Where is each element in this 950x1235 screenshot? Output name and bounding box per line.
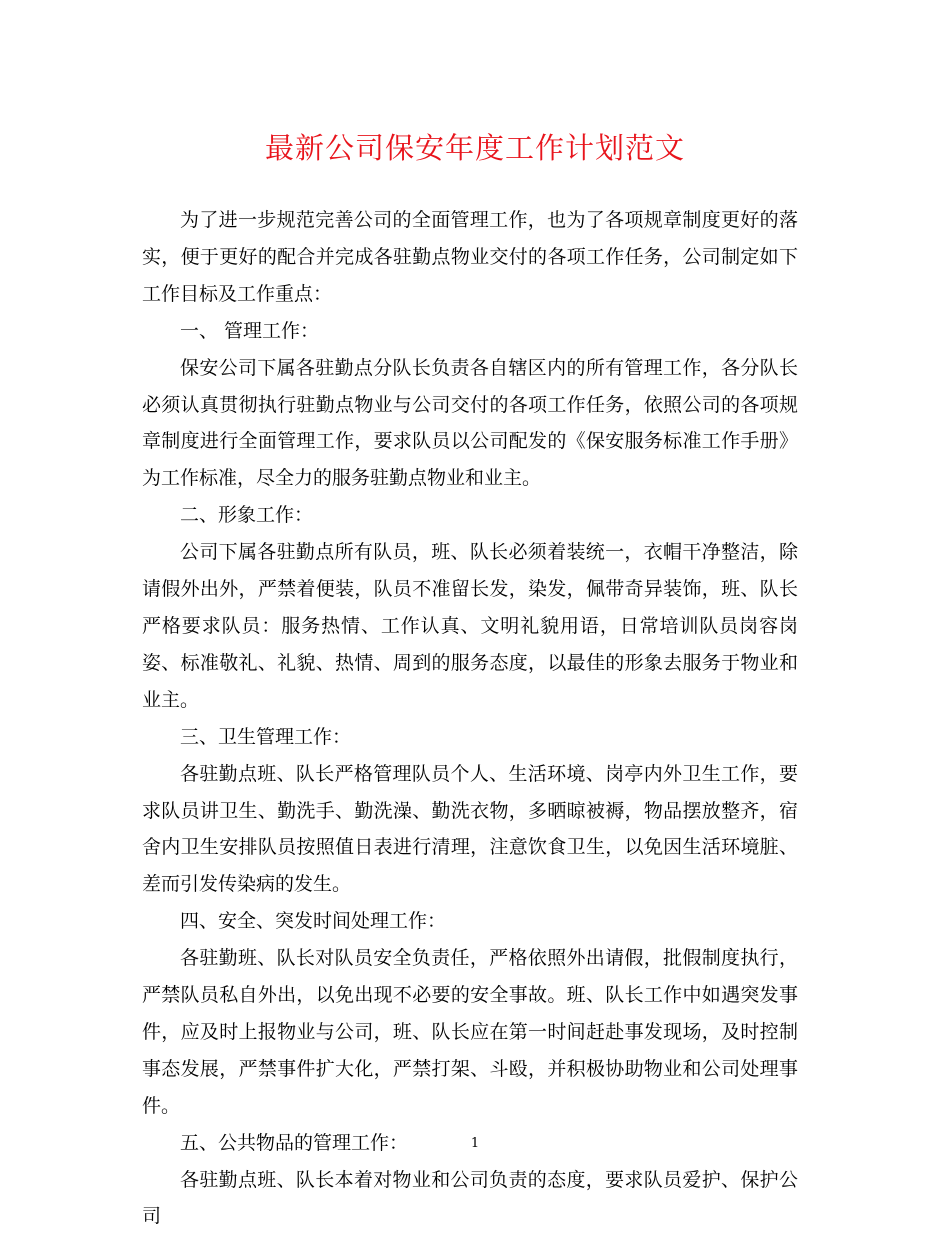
- page-number: 1: [470, 1136, 480, 1151]
- hygiene-paragraph: 各驻勤点班、队长严格管理队员个人、生活环境、岗亭内外卫生工作，要求队员讲卫生、勤洗手、勤洗澡、勤洗衣物，多晒晾被褥，物品摆放整齐，宿舍内卫生安排队员按照值日表进行清理，注意饮食卫生，以免因生活环境脏、差而引发传染病的发生。: [142, 762, 798, 896]
- safety-paragraph: 各驻勤班、队长对队员安全负责任，严格依照外出请假，批假制度执行，严禁队员私自外出，以免出现不必要的安全事故。班、队长工作中如遇突发事件，应及时上报物业与公司，班、队长应在第一时间赶赴事发现场，及时控制事态发展，严禁事件扩大化，严禁打架、斗殴，并积极协助物业和公司处理事件。: [142, 947, 798, 1117]
- section-heading-public-property: 五、公共物品的管理工作：: [180, 1131, 409, 1154]
- section-heading-management: 一、 管理工作：: [180, 319, 320, 342]
- public-property-paragraph: 各驻勤点班、队长本着对物业和公司负责的态度，要求队员爱护、保护公司: [142, 1168, 798, 1228]
- document-body: [142, 202, 798, 1235]
- section-heading-hygiene: 三、卫生管理工作：: [180, 725, 352, 748]
- document-title: 最新公司保安年度工作计划范文: [264, 131, 685, 165]
- management-paragraph: 保安公司下属各驻勤点分队长负责各自辖区内的所有管理工作，各分队长必须认真贯彻执行驻勤点物业与公司交付的各项工作任务，依照公司的各项规章制度进行全面管理工作，要求队员以公司配发的《保安服务标准工作手册》为工作标准，尽全力的服务驻勤点物业和业主。: [142, 356, 798, 490]
- intro-paragraph: 为了进一步规范完善公司的全面管理工作，也为了各项规章制度更好的落实，便于更好的配合并完成各驻勤点物业交付的各项工作任务，公司制定如下工作目标及工作重点：: [142, 209, 798, 305]
- section-heading-safety: 四、安全、突发时间处理工作：: [180, 910, 447, 933]
- section-heading-image: 二、形象工作：: [180, 504, 314, 527]
- image-paragraph: 公司下属各驻勤点所有队员，班、队长必须着装统一，衣帽干净整洁，除请假外出外，严禁着便装，队员不准留长发，染发，佩带奇异装饰，班、队长严格要求队员：服务热情、工作认真、文明礼貌用语，日常培训队员岗容岗姿、标准敬礼、礼貌、热情、周到的服务态度，以最佳的形象去服务于物业和业主。: [142, 541, 798, 711]
